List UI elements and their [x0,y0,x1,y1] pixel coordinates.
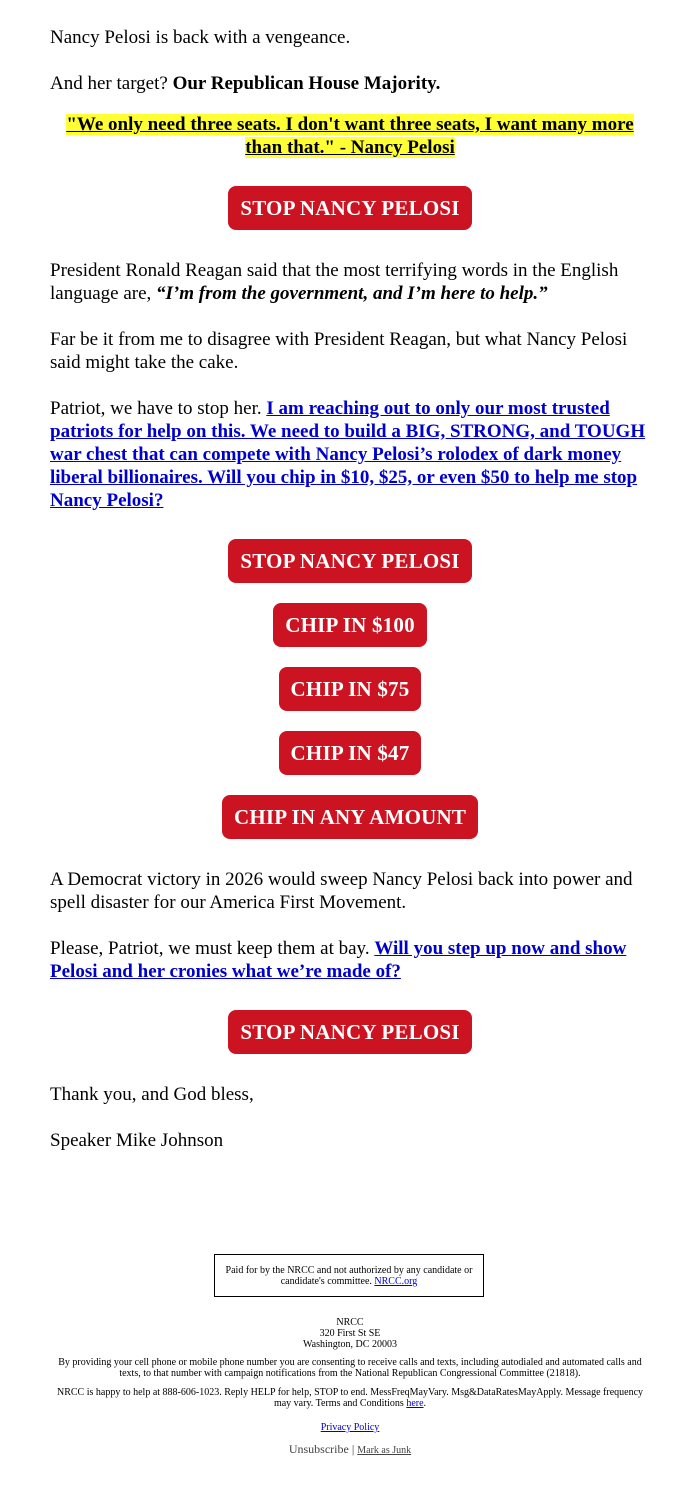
chip-75-button[interactable]: CHIP IN $75 [279,667,422,711]
separator: | [348,1442,358,1456]
consent-text: By providing your cell phone or mobile phone number you are consenting to receive calls and texts, including autodialed and automated calls and texts, to that number with campaign notifications from the National Republican Congressional Committee (21818). [58,1357,642,1379]
reagan-quote: “I’m from the government, and I’m here to help.” [156,283,548,304]
stop-pelosi-button-2[interactable]: STOP NANCY PELOSI [228,539,471,583]
nrcc-link[interactable]: NRCC.org [374,1276,418,1287]
victory-paragraph: A Democrat victory in 2026 would sweep Nancy Pelosi back into power and spell disaster for our America First Movement. [50,869,633,913]
target-paragraph: And her target? Our Republican House Majority. [50,73,441,94]
paid-for-disclaimer: Paid for by the NRCC and not authorized by any candidate or candidate's committee. NRCC.org [214,1254,484,1297]
chip-47-button[interactable]: CHIP IN $47 [279,731,422,775]
donate-link-1[interactable]: I am reaching out to only our most trusted patriots for help on this. We need to build a BIG, STRONG, and TOUGH war chest that can compete with Nancy Pelosi’s rolodex of dark money liberal billionaires. Will you chip in $10, $25, or even $50 to help me stop Nancy Pelosi? [50,398,646,511]
donate-link-2[interactable]: Will you step up now and show Pelosi and her cronies what we’re made of? [50,938,627,982]
help-text: NRCC is happy to help at 888-606-1023. Reply HELP for help, STOP to end. MessFreqMayVary. Msg&DataRatesMayApply. Message frequency may vary. Terms and Conditions here. [56,1387,644,1409]
privacy-policy-link[interactable]: Privacy Policy [320,1422,380,1433]
closing-line: Thank you, and God bless, [50,1084,254,1105]
keep-bay-paragraph: Please, Patriot, we must keep them at bay. Will you step up now and show Pelosi and her cronies what we’re made of? [50,938,627,982]
privacy-row [50,1422,650,1433]
unsubscribe-row [50,1442,650,1457]
address-city: Washington, DC 20003 [303,1339,397,1350]
chip-100-button[interactable]: CHIP IN $100 [273,603,427,647]
chip-any-amount-button[interactable]: CHIP IN ANY AMOUNT [222,795,478,839]
target-bold: Our Republican House Majority. [172,73,441,94]
address-name: NRCC [336,1317,364,1328]
pelosi-quote: "We only need three seats. I don't want three seats, I want many more than that." - Nancy Pelosi [66,114,634,158]
terms-link[interactable]: here [406,1398,424,1409]
mark-junk-link[interactable]: Mark as Junk [357,1445,412,1456]
patriot-paragraph: Patriot, we have to stop her. I am reaching out to only our most trusted patriots for help on this. We need to build a BIG, STRONG, and TOUGH war chest that can compete with Nancy Pelosi’s rolodex of dark money liberal billionaires. Will you chip in $10, $25, or even $50 to help me stop Nancy Pelosi? [50,398,646,511]
stop-pelosi-button-3[interactable]: STOP NANCY PELOSI [228,1010,471,1054]
unsubscribe-link[interactable]: Unsubscribe [288,1442,349,1456]
intro-paragraph: Nancy Pelosi is back with a vengeance. [50,27,351,48]
reagan-paragraph: President Ronald Reagan said that the most terrifying words in the English language are, “I’m from the government, and I’m here to help.” [50,260,619,304]
mailing-address [50,1317,650,1350]
signature: Speaker Mike Johnson [50,1130,224,1151]
address-street: 320 First St SE [319,1328,381,1339]
disagree-paragraph: Far be it from me to disagree with President Reagan, but what Nancy Pelosi said might take the cake. [50,329,628,373]
stop-pelosi-button-1[interactable]: STOP NANCY PELOSI [228,186,471,230]
